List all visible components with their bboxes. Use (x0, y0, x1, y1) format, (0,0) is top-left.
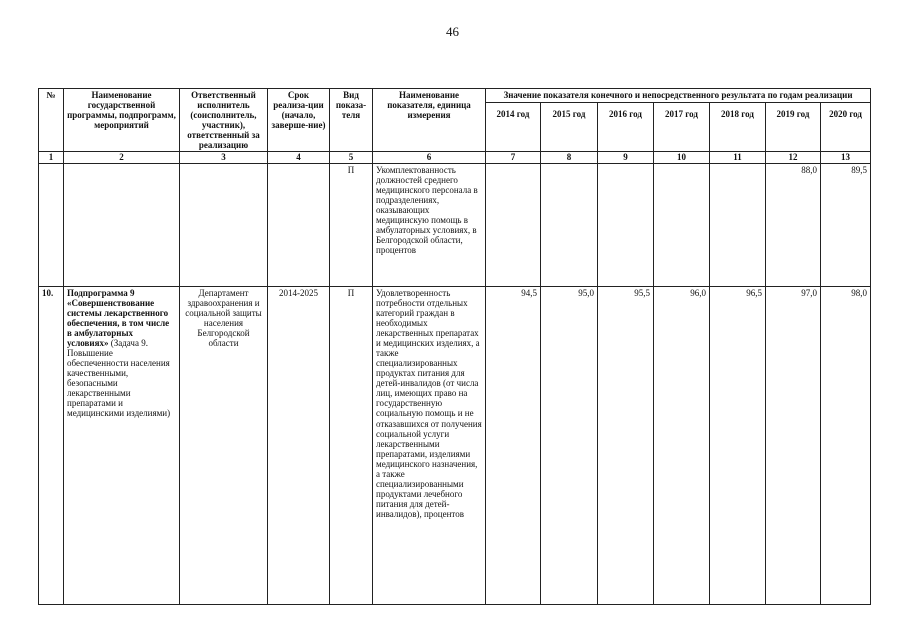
header-year: 2015 год (541, 102, 598, 152)
column-number: 5 (330, 152, 373, 163)
row-type: П (330, 286, 373, 604)
header-values-group: Значение показателя конечного и непосредственного результата по годам реализации (486, 89, 871, 103)
column-number: 8 (541, 152, 598, 163)
header-year: 2018 год (710, 102, 766, 152)
row-value (710, 163, 766, 286)
program-title: Подпрограмма 9 «Совершенствование системы лекарственного обеспечения, в том числе в амбулаторных условиях» (67, 287, 170, 348)
row-value: 88,0 (766, 163, 821, 286)
row-program (64, 163, 180, 286)
header-year: 2014 год (486, 102, 541, 152)
indicators-table (38, 88, 871, 605)
row-value: 94,5 (486, 286, 541, 604)
row-indicator: Удовлетворенность потребности отдельных категорий граждан в необходимых лекарственных препаратах и медицинских изделиях, а также специализированных продуктах питания для детей-инвалидов (от числа лиц, имеющих право на государственную социальную помощь и не отказавшихся от получения социальной услуги лекарственными препаратами, изделиями медицинского назначения, а также специализированными продуктами лечебного питания для детей-инвалидов), процентов (373, 286, 486, 604)
row-term (268, 163, 330, 286)
header-year: 2016 год (598, 102, 654, 152)
header-year: 2019 год (766, 102, 821, 152)
column-number: 9 (598, 152, 654, 163)
column-number: 13 (821, 152, 871, 163)
row-term: 2014-2025 (268, 286, 330, 604)
column-number: 7 (486, 152, 541, 163)
header-num: № (39, 89, 64, 152)
column-number: 2 (64, 152, 180, 163)
row-value: 96,0 (654, 286, 710, 604)
table-row (39, 286, 871, 604)
header-year: 2020 год (821, 102, 871, 152)
row-value (486, 163, 541, 286)
row-value: 96,5 (710, 286, 766, 604)
column-number: 11 (710, 152, 766, 163)
row-executor (180, 163, 268, 286)
header-executor: Ответственный исполнитель (соисполнитель, участник), ответственный за реализацию (180, 89, 268, 152)
row-value: 95,0 (541, 286, 598, 604)
header-term: Срок реализа-ции (начало, заверше-ние) (268, 89, 330, 152)
column-number: 4 (268, 152, 330, 163)
column-number: 6 (373, 152, 486, 163)
row-indicator: Укомплектованность должностей среднего медицинского персонала в подразделениях, оказывающих медицинскую помощь в амбулаторных условиях, в Белгородской области, процентов (373, 163, 486, 286)
row-value: 95,5 (598, 286, 654, 604)
header-indicator-name: Наименование показателя, единица измерения (373, 89, 486, 152)
column-numbers-row (39, 152, 871, 163)
header-indicator-type: Вид показа-теля (330, 89, 373, 152)
page-number: 46 (446, 24, 459, 39)
column-number: 12 (766, 152, 821, 163)
program-task: (Задача 9. Повышение обеспеченности населения качественными, безопасными лекарственными препаратами и медицинскими изделиями) (67, 337, 171, 419)
row-value (654, 163, 710, 286)
table-row (39, 163, 871, 286)
header-program-name: Наименование государственной программы, подпрограмм, мероприятий (64, 89, 180, 152)
row-num (39, 163, 64, 286)
column-number: 1 (39, 152, 64, 163)
header-year: 2017 год (654, 102, 710, 152)
header-row (39, 89, 871, 103)
row-value (541, 163, 598, 286)
row-program (64, 286, 180, 604)
row-value: 98,0 (821, 286, 871, 604)
column-number: 3 (180, 152, 268, 163)
row-type: П (330, 163, 373, 286)
row-executor: Департамент здравоохранения и социальной защиты населения Белгородской области (180, 286, 268, 604)
row-value: 97,0 (766, 286, 821, 604)
row-value: 89,5 (821, 163, 871, 286)
row-num: 10. (39, 286, 64, 604)
column-number: 10 (654, 152, 710, 163)
row-value (598, 163, 654, 286)
